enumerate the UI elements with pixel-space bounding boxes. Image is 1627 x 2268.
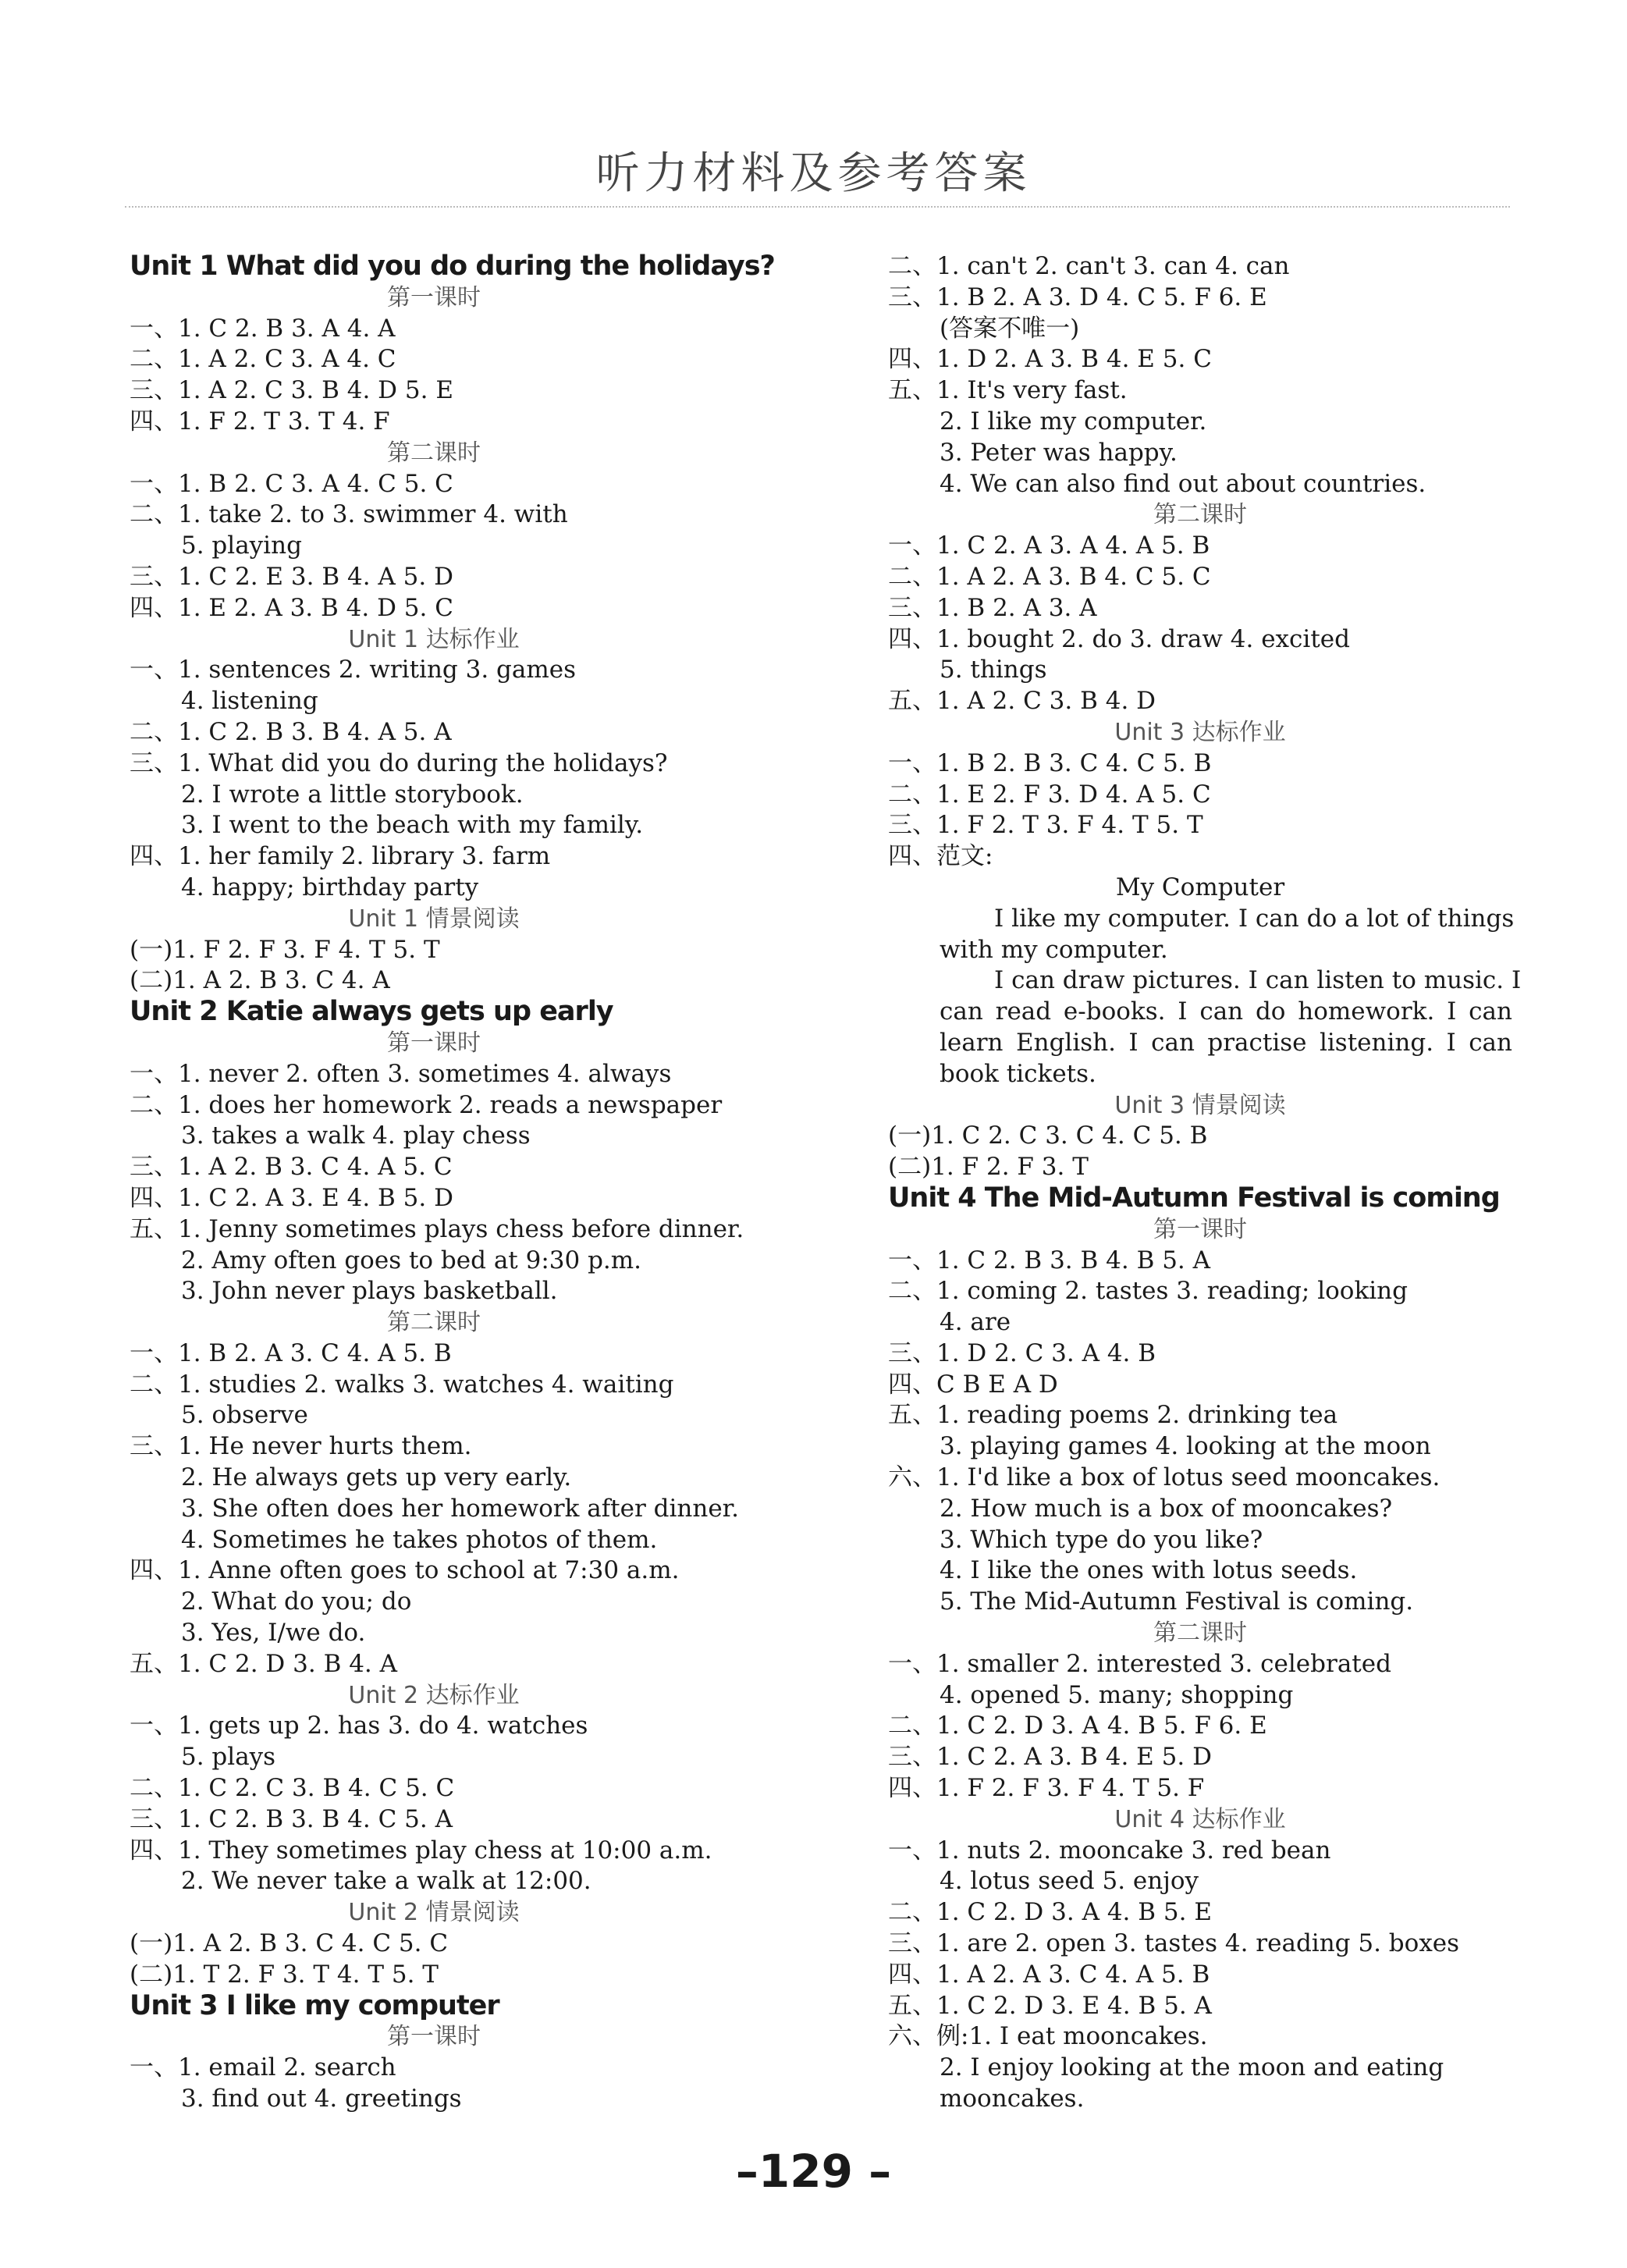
answer-line: 三、1. are 2. open 3. tastes 4. reading 5. boxes [888, 1929, 1460, 1958]
answer-subline: 2. How much is a box of mooncakes? [940, 1494, 1393, 1523]
page-title: 听力材料及参考答案 [595, 148, 1032, 199]
section-heading: Unit 1 达标作业 [348, 625, 520, 653]
section-heading: 第二课时 [1153, 501, 1247, 529]
answer-subline: 5. things [940, 656, 1047, 684]
unit-heading: Unit 4 The Mid-Autumn Festival is coming [888, 1182, 1500, 1214]
answer-line: 四、1. her family 2. library 3. farm [130, 842, 551, 871]
answer-line: 三、1. B 2. A 3. A [888, 593, 1097, 622]
answer-line: 二、1. A 2. C 3. A 4. C [130, 345, 396, 374]
answer-line: 三、1. A 2. C 3. B 4. D 5. E [130, 376, 453, 405]
answer-line: 一、1. B 2. B 3. C 4. C 5. B [888, 748, 1212, 777]
answer-line: 三、1. B 2. A 3. D 4. C 5. F 6. E [888, 283, 1267, 311]
answer-line: 三、1. What did you do during the holidays? [130, 748, 668, 777]
answer-subline: 3. Which type do you like? [940, 1525, 1263, 1554]
answer-subline: 3. takes a walk 4. play chess [181, 1122, 531, 1150]
answer-line: 二、1. coming 2. tastes 3. reading; looking [888, 1277, 1408, 1306]
answer-line: (一)1. A 2. B 3. C 4. C 5. C [130, 1929, 449, 1958]
answer-subline: 3. She often does her homework after dinner. [181, 1494, 739, 1523]
section-heading: Unit 1 情景阅读 [348, 905, 520, 933]
answer-subline: 3. playing games 4. looking at the moon [940, 1432, 1431, 1461]
answer-subline: 2. I enjoy looking at the moon and eating [940, 2053, 1444, 2082]
answer-line: 一、1. B 2. A 3. C 4. A 5. B [130, 1338, 452, 1367]
answer-subline: 2. I wrote a little storybook. [181, 780, 524, 809]
section-heading: 第二课时 [387, 439, 481, 467]
answer-line: (二)1. F 2. F 3. T [888, 1153, 1089, 1182]
answer-line: 五、1. C 2. D 3. E 4. B 5. A [888, 1991, 1212, 2020]
answer-subline: 3. find out 4. greetings [181, 2085, 462, 2113]
answer-subline: 4. listening [181, 687, 318, 716]
essay-line: I can draw pictures. I can listen to music. I [994, 966, 1522, 995]
answer-line: 一、1. email 2. search [130, 2053, 396, 2082]
answer-line: 二、1. C 2. B 3. B 4. A 5. A [130, 717, 452, 746]
essay-title: My Computer [1115, 873, 1285, 901]
answer-subline: 3. I went to the beach with my family. [181, 811, 644, 840]
answer-line: 一、1. sentences 2. writing 3. games [130, 656, 577, 684]
answer-subline: 3. John never plays basketball. [181, 1277, 558, 1306]
answer-line: 五、1. A 2. C 3. B 4. D [888, 687, 1156, 716]
section-heading: 第一课时 [387, 1029, 481, 1057]
answer-line: 三、1. A 2. B 3. C 4. A 5. C [130, 1153, 453, 1182]
answer-line: 四、1. E 2. A 3. B 4. D 5. C [130, 593, 453, 622]
answer-line: 二、1. studies 2. walks 3. watches 4. waiting [130, 1370, 674, 1399]
answer-line: 二、1. take 2. to 3. swimmer 4. with [130, 500, 568, 529]
answer-line: 五、1. C 2. D 3. B 4. A [130, 1649, 398, 1678]
answer-subline: 4. We can also find out about countries. [940, 469, 1426, 498]
answer-line: (二)1. T 2. F 3. T 4. T 5. T [130, 1960, 439, 1989]
answer-line: 五、1. Jenny sometimes plays chess before dinner. [130, 1214, 744, 1243]
answer-subline: 4. I like the ones with lotus seeds. [940, 1556, 1358, 1585]
answer-line: 二、1. A 2. A 3. B 4. C 5. C [888, 562, 1211, 591]
answer-subline: 3. Yes, I/we do. [181, 1619, 366, 1648]
answer-subline: 3. Peter was happy. [940, 438, 1178, 467]
essay-line: can read e-books. I can do homework. I can [940, 997, 1512, 1026]
answer-line: 四、1. C 2. A 3. E 4. B 5. D [130, 1183, 453, 1212]
answer-line: 四、1. D 2. A 3. B 4. E 5. C [888, 345, 1212, 374]
answer-subline: (答案不唯一) [940, 314, 1080, 343]
answer-line: 二、1. can't 2. can't 3. can 4. can [888, 252, 1290, 280]
section-heading: 第二课时 [1153, 1619, 1247, 1648]
section-heading: Unit 3 情景阅读 [1114, 1091, 1286, 1119]
answer-line: 二、1. C 2. D 3. A 4. B 5. F 6. E [888, 1712, 1267, 1740]
answer-line: 六、例:1. I eat mooncakes. [888, 2022, 1208, 2051]
answer-line: 三、1. He never hurts them. [130, 1432, 472, 1461]
answer-line: 二、1. C 2. C 3. B 4. C 5. C [130, 1774, 455, 1803]
answer-subline: 5. The Mid-Autumn Festival is coming. [940, 1587, 1414, 1616]
answer-line: 四、1. Anne often goes to school at 7:30 a.m. [130, 1556, 680, 1585]
answer-subline: 5. plays [181, 1743, 276, 1772]
unit-heading: Unit 3 I like my computer [130, 1989, 499, 2021]
section-heading: Unit 2 达标作业 [348, 1681, 520, 1709]
unit-heading: Unit 1 What did you do during the holidays? [130, 251, 775, 282]
answer-line: 四、1. A 2. A 3. C 4. A 5. B [888, 1960, 1210, 1989]
answer-line: 四、C B E A D [888, 1370, 1058, 1399]
answer-line: 一、1. B 2. C 3. A 4. C 5. C [130, 469, 453, 498]
answer-line: 五、1. reading poems 2. drinking tea [888, 1401, 1338, 1430]
answer-line: 三、1. D 2. C 3. A 4. B [888, 1338, 1156, 1367]
answer-subline: 4. are [940, 1308, 1011, 1337]
answer-subline: mooncakes. [940, 2085, 1085, 2113]
answer-line: 二、1. does her homework 2. reads a newspaper [130, 1090, 723, 1119]
essay-line: I like my computer. I can do a lot of things [994, 904, 1515, 933]
answer-subline: 2. What do you; do [181, 1587, 412, 1616]
answer-subline: 5. playing [181, 531, 302, 560]
answer-subline: 4. opened 5. many; shopping [940, 1680, 1294, 1709]
answer-line: 一、1. never 2. often 3. sometimes 4. always [130, 1059, 672, 1088]
answer-subline: 5. observe [181, 1401, 308, 1430]
answer-subline: 4. Sometimes he takes photos of them. [181, 1525, 658, 1554]
answer-line: (一)1. C 2. C 3. C 4. C 5. B [888, 1122, 1208, 1150]
essay-line: learn English. I can practise listening. I can [940, 1028, 1512, 1057]
answer-line: 二、1. C 2. D 3. A 4. B 5. E [888, 1898, 1212, 1927]
section-heading: Unit 2 情景阅读 [348, 1899, 520, 1927]
answer-subline: 2. He always gets up very early. [181, 1463, 572, 1492]
section-heading: Unit 3 达标作业 [1114, 718, 1286, 746]
answer-line: 一、1. C 2. B 3. B 4. B 5. A [888, 1246, 1211, 1274]
section-heading: Unit 4 达标作业 [1114, 1805, 1286, 1833]
answer-line: 四、范文: [888, 842, 993, 871]
answer-line: 四、1. F 2. T 3. T 4. F [130, 407, 390, 435]
unit-heading: Unit 2 Katie always gets up early [130, 996, 613, 1028]
answer-line: 四、1. F 2. F 3. F 4. T 5. F [888, 1774, 1205, 1803]
answer-subline: with my computer. [940, 935, 1168, 964]
right-column [888, 251, 1522, 2115]
answer-line: (一)1. F 2. F 3. F 4. T 5. T [130, 935, 440, 964]
answer-line: 六、1. I'd like a box of lotus seed mooncakes. [888, 1463, 1440, 1492]
answer-subline: 2. Amy often goes to bed at 9:30 p.m. [181, 1246, 642, 1274]
answer-line: 二、1. E 2. F 3. D 4. A 5. C [888, 780, 1211, 809]
answer-line: 四、1. They sometimes play chess at 10:00 a.m. [130, 1836, 712, 1865]
answer-line: 一、1. nuts 2. mooncake 3. red bean [888, 1836, 1331, 1865]
section-heading: 第二课时 [387, 1309, 481, 1337]
section-heading: 第一课时 [1153, 1215, 1247, 1243]
answer-subline: 4. happy; birthday party [181, 873, 479, 901]
answer-line: (二)1. A 2. B 3. C 4. A [130, 966, 390, 995]
answer-line: 三、1. C 2. B 3. B 4. C 5. A [130, 1804, 453, 1833]
answer-line: 三、1. C 2. A 3. B 4. E 5. D [888, 1743, 1212, 1772]
answer-line: 三、1. F 2. T 3. F 4. T 5. T [888, 811, 1203, 840]
answer-line: 一、1. gets up 2. has 3. do 4. watches [130, 1712, 588, 1740]
answer-line: 三、1. C 2. E 3. B 4. A 5. D [130, 562, 453, 591]
answer-line: 一、1. C 2. A 3. A 4. A 5. B [888, 531, 1210, 560]
section-heading: 第一课时 [387, 2023, 481, 2051]
answer-subline: 2. I like my computer. [940, 407, 1207, 435]
answer-subline: book tickets. [940, 1059, 1096, 1088]
answer-line: 一、1. smaller 2. interested 3. celebrated [888, 1649, 1391, 1678]
answer-line: 五、1. It's very fast. [888, 376, 1128, 405]
answer-subline: 2. We never take a walk at 12:00. [181, 1867, 591, 1896]
section-heading: 第一课时 [387, 283, 481, 311]
left-column [130, 251, 775, 2115]
answer-subline: 4. lotus seed 5. enjoy [940, 1867, 1199, 1896]
answer-line: 四、1. bought 2. do 3. draw 4. excited [888, 624, 1350, 653]
page-number: –129 – [735, 2145, 892, 2198]
answer-line: 一、1. C 2. B 3. A 4. A [130, 314, 396, 343]
title-divider [125, 206, 1510, 208]
